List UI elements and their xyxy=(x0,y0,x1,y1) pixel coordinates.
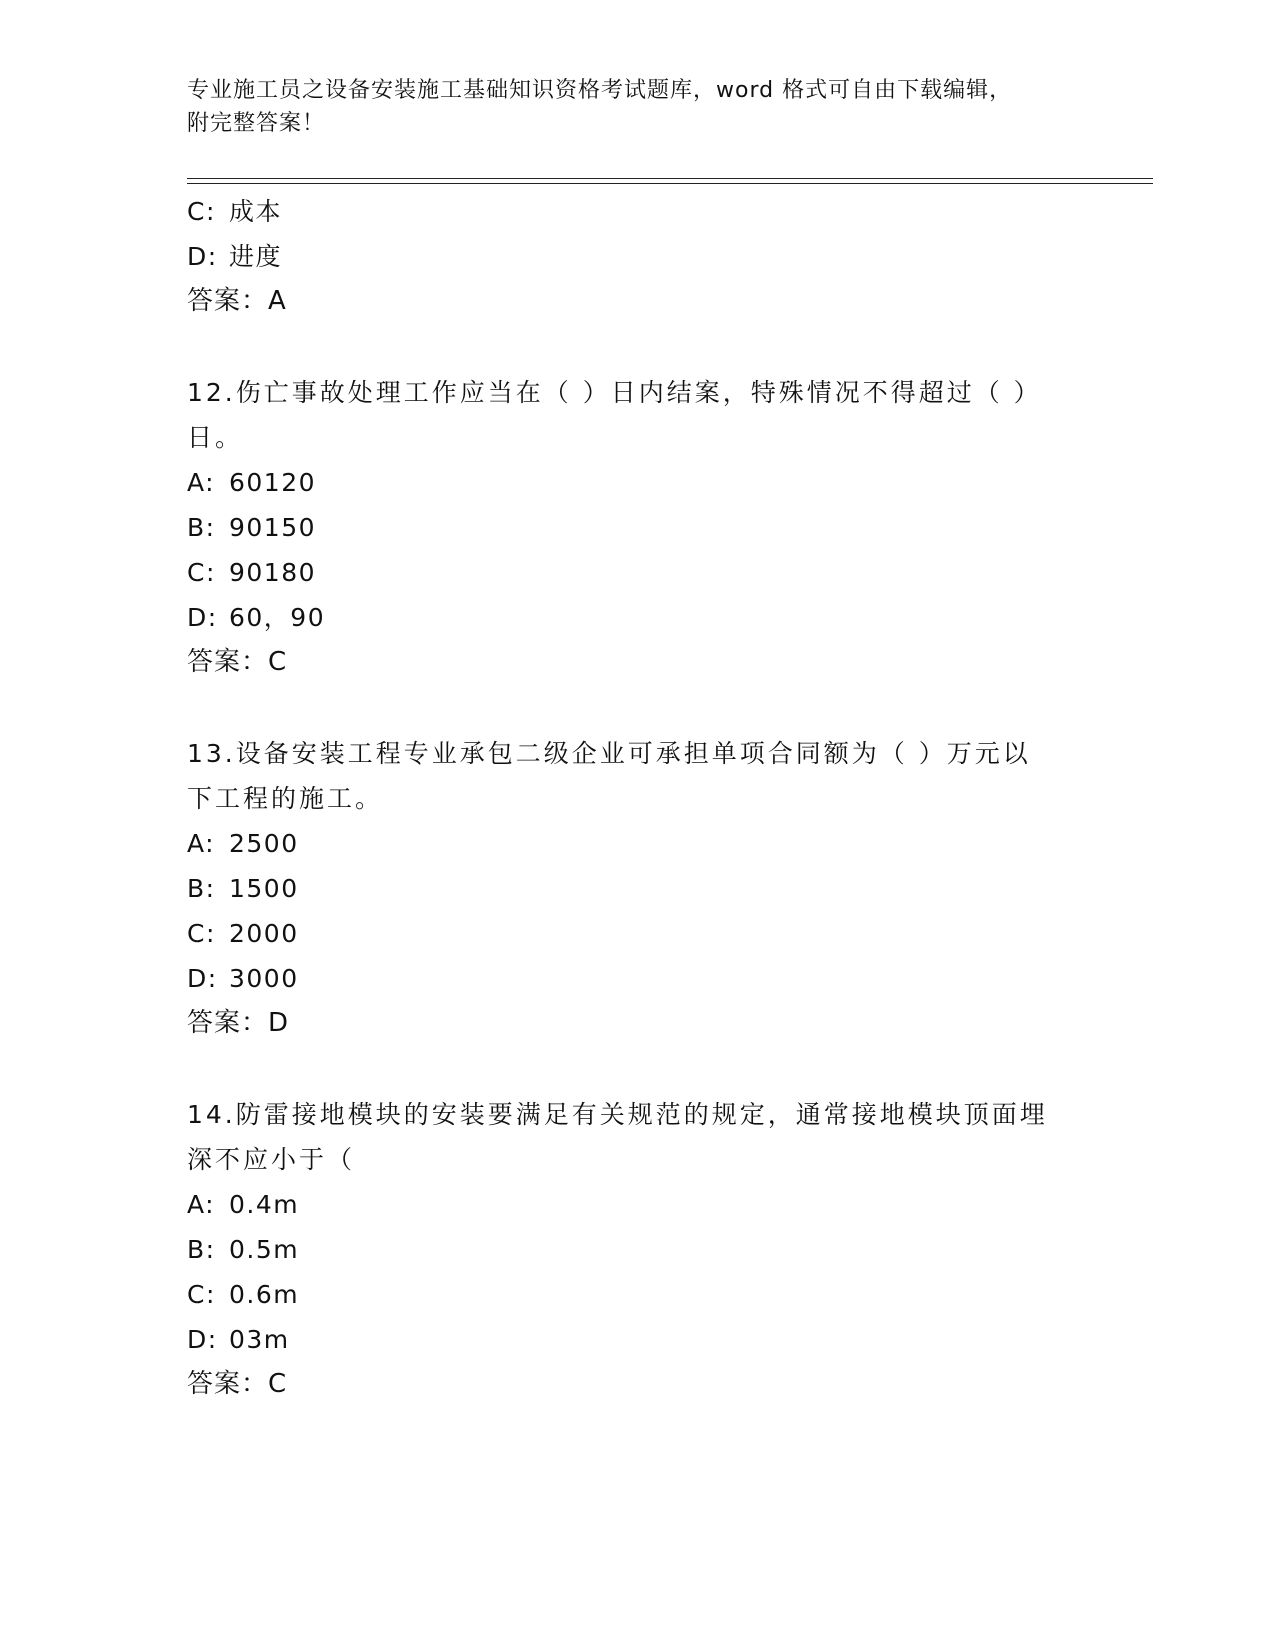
option-b xyxy=(187,1227,1087,1272)
answer-line: 答案：A xyxy=(187,286,287,316)
option-d xyxy=(187,234,1087,279)
option-letter: A: xyxy=(187,829,216,858)
option-text: 进度 xyxy=(229,242,283,271)
option-letter: C: xyxy=(187,919,216,948)
option-a xyxy=(187,460,1087,505)
option-a xyxy=(187,1182,1087,1227)
option-letter: D: xyxy=(187,964,218,993)
option-d xyxy=(187,595,1087,640)
option-text: 90150 xyxy=(229,513,317,542)
option-letter: C: xyxy=(187,558,216,587)
option-text: 0.5m xyxy=(229,1235,300,1264)
question-text xyxy=(187,731,1067,821)
question-line-2: 下工程的施工。 xyxy=(187,784,384,813)
header-line-2: 附完整答案！ xyxy=(187,111,326,136)
option-text: 60，90 xyxy=(229,603,326,632)
question-12 xyxy=(187,370,1087,685)
option-text: 60120 xyxy=(229,468,317,497)
answer-line: 答案：C xyxy=(187,647,288,677)
question-line-1: 12.伤亡事故处理工作应当在（ ）日内结案，特殊情况不得超过（ ） xyxy=(187,378,1042,407)
option-text: 90180 xyxy=(229,558,317,587)
question-line-1: 13.设备安装工程专业承包二级企业可承担单项合同额为（ ）万元以 xyxy=(187,739,1031,768)
question-14 xyxy=(187,1092,1087,1407)
option-d xyxy=(187,1317,1087,1362)
option-d xyxy=(187,956,1087,1001)
answer-line: 答案：D xyxy=(187,1008,290,1038)
option-letter: B: xyxy=(187,1235,216,1264)
option-letter: C: xyxy=(187,1280,216,1309)
question-13 xyxy=(187,731,1087,1046)
header-divider-top xyxy=(187,178,1153,179)
option-text: 0.4m xyxy=(229,1190,300,1219)
previous-question-tail xyxy=(187,189,1087,324)
question-line-2: 日。 xyxy=(187,423,244,452)
option-text: 成本 xyxy=(229,197,283,226)
option-letter: A: xyxy=(187,1190,216,1219)
option-c xyxy=(187,911,1087,956)
option-text: 3000 xyxy=(229,964,299,993)
question-line-1: 14.防雷接地模块的安装要满足有关规范的规定，通常接地模块顶面埋 xyxy=(187,1100,1048,1129)
question-line-2: 深不应小于（ xyxy=(187,1145,356,1174)
option-letter: B: xyxy=(187,513,216,542)
question-text xyxy=(187,1092,1067,1182)
option-letter: D: xyxy=(187,603,218,632)
option-text: 03m xyxy=(229,1325,290,1354)
question-text xyxy=(187,370,1067,460)
option-a xyxy=(187,821,1087,866)
header-divider-bottom xyxy=(187,183,1153,184)
option-text: 2000 xyxy=(229,919,299,948)
answer-line: 答案：C xyxy=(187,1369,288,1399)
option-text: 2500 xyxy=(229,829,299,858)
option-letter: A: xyxy=(187,468,216,497)
option-b xyxy=(187,866,1087,911)
document-body xyxy=(187,189,1087,1407)
option-c xyxy=(187,189,1087,234)
option-text: 1500 xyxy=(229,874,299,903)
option-letter: D: xyxy=(187,242,218,271)
option-b xyxy=(187,505,1087,550)
document-header xyxy=(187,74,1067,140)
option-text: 0.6m xyxy=(229,1280,300,1309)
option-letter: C: xyxy=(187,197,216,226)
option-c xyxy=(187,550,1087,595)
option-letter: B: xyxy=(187,874,216,903)
option-letter: D: xyxy=(187,1325,218,1354)
option-c xyxy=(187,1272,1087,1317)
header-line-1: 专业施工员之设备安装施工基础知识资格考试题库，word 格式可自由下载编辑， xyxy=(187,78,1013,103)
